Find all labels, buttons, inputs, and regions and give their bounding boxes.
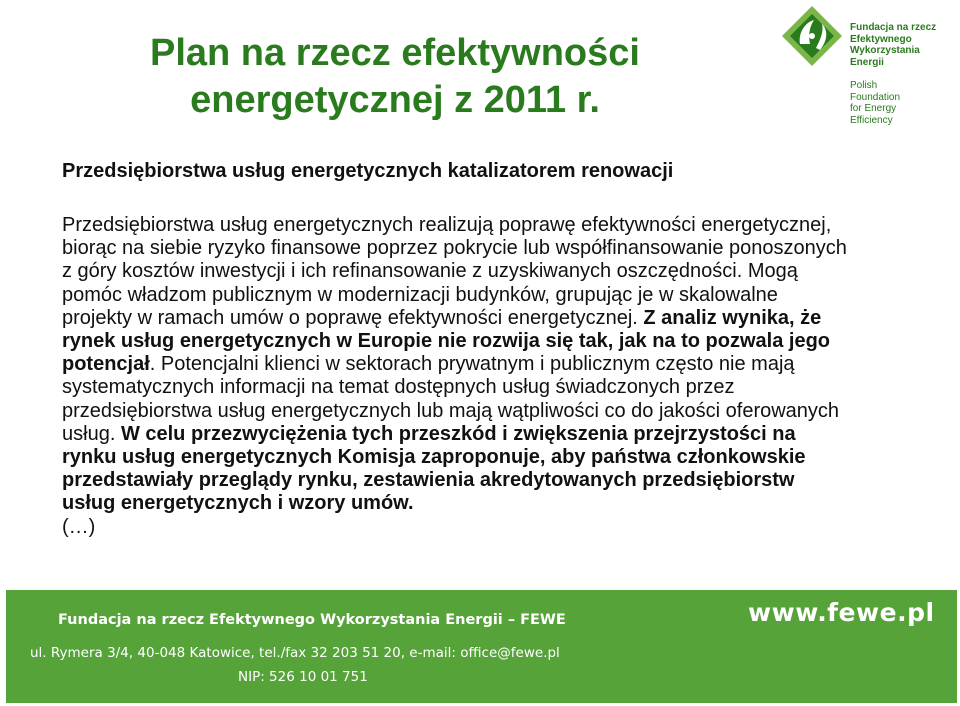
fewe-logo-icon bbox=[780, 4, 844, 68]
slide-subtitle: Przedsiębiorstwa usług energetycznych katalizatorem renowacji bbox=[62, 160, 674, 182]
footer-address: ul. Rymera 3/4, 40-048 Katowice, tel./fax 32 203 51 20, e-mail: office@fewe.pl bbox=[30, 645, 560, 661]
title-line-1: Plan na rzecz efektywności bbox=[150, 32, 640, 74]
body-paragraph bbox=[62, 214, 852, 539]
fewe-logo bbox=[778, 2, 956, 128]
body-text-1: Przedsiębiorstwa usług energetycznych realizują poprawę efektywności energetycznej, biorąc na siebie ryzyko finansowe poprzez pokrycie lub współfinansowanie ponoszonych z góry kosztów inwestycji i ich refinansowanie z uzyskiwanych oszczędności. Mogą pomóc władzom publicznym w modernizacji budynków, grupując je w skalowalne projekty w ramach umów o poprawę efektywności energetycznej. bbox=[62, 214, 847, 329]
logo-text-pl: Fundacja na rzecz Efektywnego Wykorzystania Energii bbox=[850, 22, 937, 68]
logo-text-en: Polish Foundation for Energy Efficiency bbox=[850, 80, 901, 126]
body-text-2: . Potencjalni klienci w sektorach prywatnym i publicznym często nie mają systematycznych informacji na temat dostępnych usług świadczonych przez przedsiębiorstwa usług energetycznych lub mają wątpliwości co do jakości oferowanych usług. bbox=[62, 353, 840, 445]
title-line-2: energetycznej z 2011 r. bbox=[190, 79, 600, 121]
ellipsis: (…) bbox=[62, 515, 96, 538]
body-bold-1: Z analiz wynika, że rynek usług energetycznych w Europie nie rozwija się tak, jak na to pozwala jego potencjał bbox=[62, 306, 830, 376]
footer-org-name: Fundacja na rzecz Efektywnego Wykorzystania Energii – FEWE bbox=[58, 612, 566, 628]
body-bold-2: W celu przezwyciężenia tych przeszkód i zwiększenia przejrzystości na rynku usług energetycznych Komisja zaproponuje, aby państwa członkowskie przedstawiały przeglądy rynku, zestawienia akredytowanych przedsiębiorstw usług energetycznych i wzory umów. bbox=[62, 422, 806, 515]
slide-title bbox=[0, 30, 790, 124]
footer-bar bbox=[6, 590, 957, 703]
footer-nip: NIP: 526 10 01 751 bbox=[238, 669, 368, 685]
footer-website-link[interactable]: www.fewe.pl bbox=[748, 598, 935, 627]
